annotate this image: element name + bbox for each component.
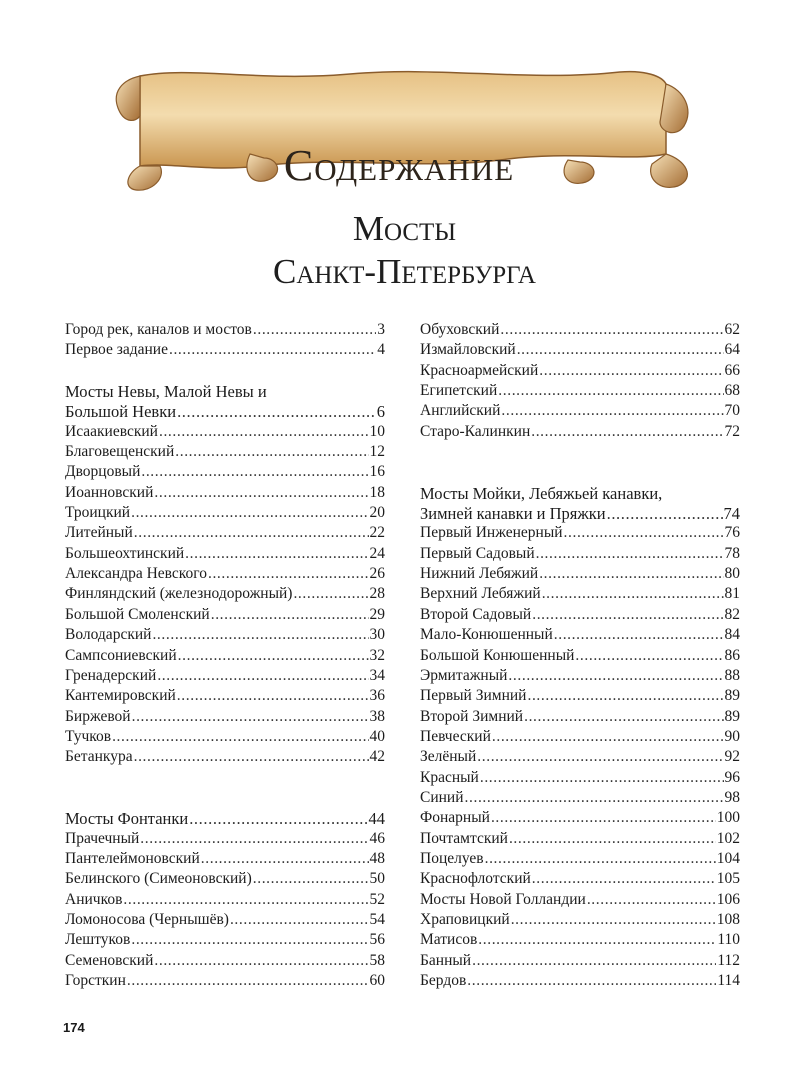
- toc-entry[interactable]: Володарский ..... 30: [65, 626, 385, 646]
- book-subtitle: [0, 207, 809, 293]
- toc-entry[interactable]: Гренадерский ..... 34: [65, 667, 385, 687]
- toc-entry[interactable]: Поцелуев ..... 104: [420, 850, 740, 870]
- toc-entry[interactable]: Александра Невского ..... 26: [65, 565, 385, 585]
- toc-entry[interactable]: Тучков ..... 40: [65, 728, 385, 748]
- toc-entry[interactable]: Первый Инженерный ..... 76: [420, 524, 740, 544]
- toc-entry[interactable]: Красноармейский ..... 66: [420, 362, 740, 382]
- toc-entry[interactable]: Обуховский ..... 62: [420, 321, 740, 341]
- toc-entry[interactable]: Пантелеймоновский ..... 48: [65, 850, 385, 870]
- toc-entry[interactable]: Второй Садовый ..... 82: [420, 606, 740, 626]
- toc-entry[interactable]: Семеновский ..... 58: [65, 952, 385, 972]
- section-heading-fontanka[interactable]: Мосты Фонтанки ..... 44: [65, 809, 385, 829]
- toc-entry[interactable]: Краснофлотский ..... 105: [420, 870, 740, 890]
- toc-entry[interactable]: Белинского (Симеоновский) ..... 50: [65, 870, 385, 890]
- toc-entry[interactable]: Город рек, каналов и мостов ..... 3: [65, 321, 385, 341]
- toc-entry[interactable]: Певческий ..... 90: [420, 728, 740, 748]
- toc-entry[interactable]: Большой Смоленский ..... 29: [65, 606, 385, 626]
- moika-entries: [420, 524, 740, 992]
- toc-entry[interactable]: Иоанновский ..... 18: [65, 484, 385, 504]
- fontanka-entries: [65, 830, 385, 993]
- toc-right-column: [420, 321, 740, 992]
- toc-entry[interactable]: Матисов ..... 110: [420, 931, 740, 951]
- toc-entry[interactable]: Мосты Новой Голландии ..... 106: [420, 891, 740, 911]
- toc-entry[interactable]: Нижний Лебяжий ..... 80: [420, 565, 740, 585]
- toc-entry[interactable]: Бетанкура ..... 42: [65, 748, 385, 768]
- toc-entry[interactable]: Измайловский ..... 64: [420, 341, 740, 361]
- toc-entry[interactable]: Фонарный ..... 100: [420, 809, 740, 829]
- toc-entry[interactable]: Биржевой ..... 38: [65, 708, 385, 728]
- subtitle-line-2: Санкт-Петербурга: [273, 252, 536, 291]
- toc-left-column: [65, 321, 385, 992]
- toc-entry[interactable]: Мало-Конюшенный ..... 84: [420, 626, 740, 646]
- contents-title: Содержание: [283, 141, 515, 190]
- toc-entry[interactable]: Дворцовый ..... 16: [65, 463, 385, 483]
- toc-entry[interactable]: Банный ..... 112: [420, 952, 740, 972]
- toc-entry[interactable]: Лештуков ..... 56: [65, 931, 385, 951]
- toc-entry[interactable]: Ломоносова (Чернышёв) ..... 54: [65, 911, 385, 931]
- toc-entry[interactable]: Синий ..... 98: [420, 789, 740, 809]
- section-heading-neva: Мосты Невы, Малой Невы и: [65, 382, 267, 402]
- toc-entry[interactable]: Почтамтский ..... 102: [420, 830, 740, 850]
- toc-entry[interactable]: Храповицкий ..... 108: [420, 911, 740, 931]
- toc-entry[interactable]: Второй Зимний ..... 89: [420, 708, 740, 728]
- toc-entry[interactable]: Бердов ..... 114: [420, 972, 740, 992]
- toc-entry[interactable]: Верхний Лебяжий ..... 81: [420, 585, 740, 605]
- toc-entry[interactable]: Первый Садовый ..... 78: [420, 545, 740, 565]
- toc-entry[interactable]: Финляндский (железнодорожный) ..... 28: [65, 585, 385, 605]
- toc-entry[interactable]: Троицкий ..... 20: [65, 504, 385, 524]
- toc-entry[interactable]: Красный ..... 96: [420, 769, 740, 789]
- section-heading-moika: Мосты Мойки, Лебяжьей канавки,: [420, 483, 663, 503]
- toc-entry[interactable]: Кантемировский ..... 36: [65, 687, 385, 707]
- toc-entry[interactable]: Большеохтинский ..... 24: [65, 545, 385, 565]
- toc-entry[interactable]: Первый Зимний ..... 89: [420, 687, 740, 707]
- toc-entry[interactable]: Исаакиевский ..... 10: [65, 423, 385, 443]
- section-heading-moika-entry[interactable]: Зимней канавки и Пряжки ..... 74: [420, 504, 740, 524]
- neva-entries: [65, 423, 385, 769]
- subtitle-line-1: Мосты: [352, 209, 457, 248]
- page-number: 174: [63, 1020, 85, 1035]
- toc-entry[interactable]: Египетский ..... 68: [420, 382, 740, 402]
- toc-entry[interactable]: Зелёный ..... 92: [420, 748, 740, 768]
- toc-entry[interactable]: Литейный ..... 22: [65, 524, 385, 544]
- toc-entry[interactable]: Благовещенский ..... 12: [65, 443, 385, 463]
- toc-entry[interactable]: Английский ..... 70: [420, 402, 740, 422]
- scroll-banner: [100, 62, 698, 192]
- section-heading-neva-entry[interactable]: Большой Невки ..... 6: [65, 402, 385, 422]
- toc-entry[interactable]: Горсткин ..... 60: [65, 972, 385, 992]
- toc-entry[interactable]: Большой Конюшенный ..... 86: [420, 647, 740, 667]
- toc-entry[interactable]: Эрмитажный ..... 88: [420, 667, 740, 687]
- toc-entry[interactable]: Сампсониевский ..... 32: [65, 647, 385, 667]
- toc-entry[interactable]: Прачечный ..... 46: [65, 830, 385, 850]
- toc-entry[interactable]: Аничков ..... 52: [65, 891, 385, 911]
- toc-entry[interactable]: Старо-Калинкин ..... 72: [420, 423, 740, 443]
- toc-entry[interactable]: Первое задание ..... 4: [65, 341, 385, 361]
